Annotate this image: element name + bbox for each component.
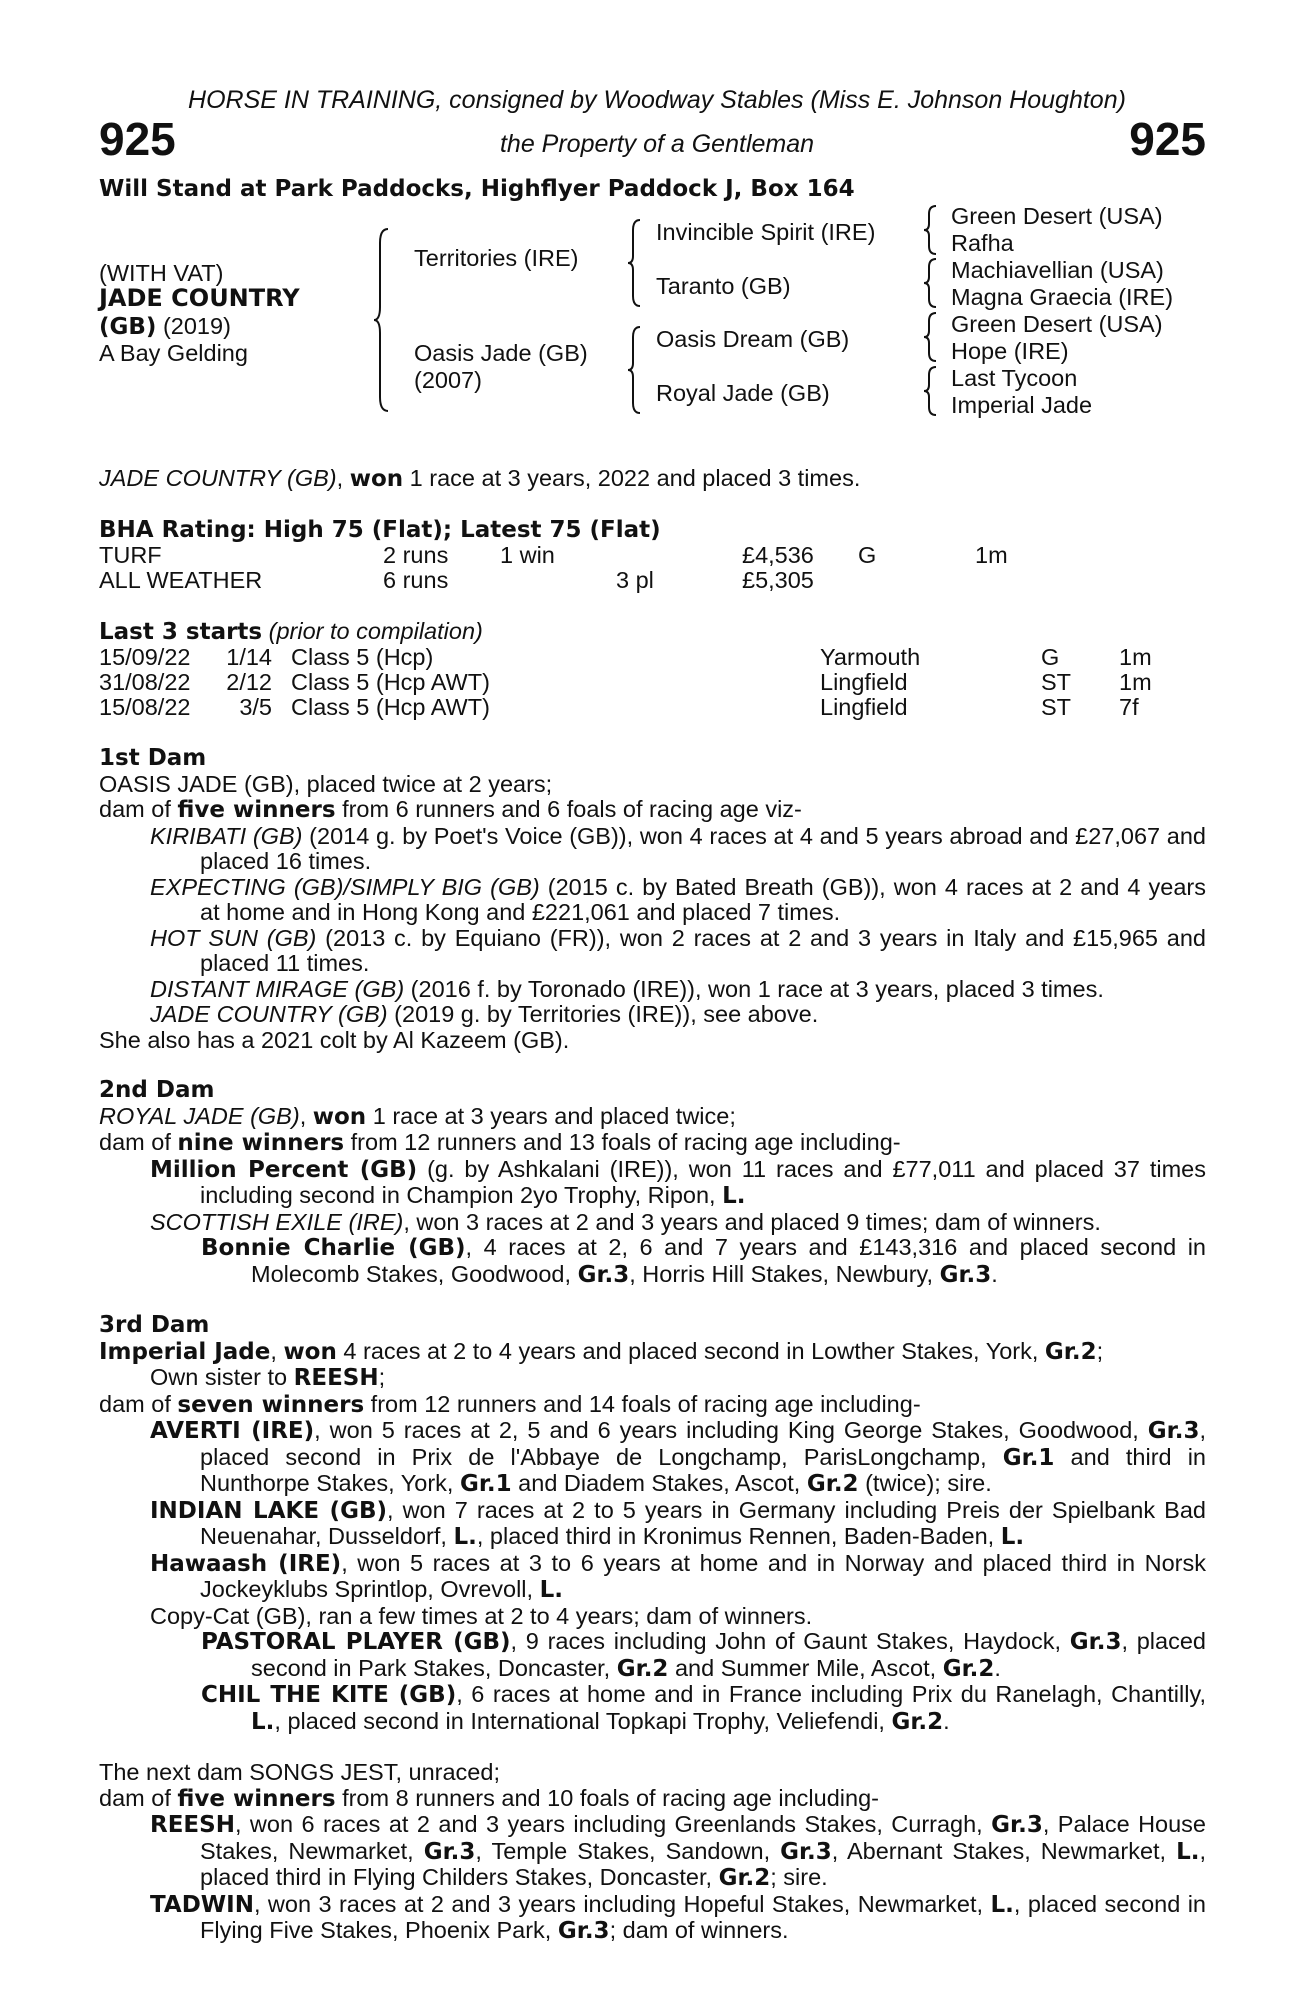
rating-earnings: £5,305 [742,567,814,593]
vat-note: (WITH VAT) [99,260,224,286]
start-position: 1/14 [226,644,272,670]
rating-earnings: £4,536 [742,542,814,568]
produce-averti: AVERTI (IRE), won 5 races at 2, 5 and 6 years including King George Stakes, Goodwood, Gr.3, placed second in Prix de l'Abbaye de Longchamp, ParisLongchamp, Gr.1 and third in Nunthorpe Stakes, York, Gr.1 and Diadem Stakes, Ascot, Gr.2 (twice); sire. [150,1417,1206,1497]
start-distance: 1m [1119,644,1152,670]
lot-number-left: 925 [99,113,176,165]
start-distance: 7f [1119,694,1139,720]
rating-surface: TURF [99,542,162,568]
next-dam-produce: dam of five winners from 8 runners and 10 foals of racing age including- [99,1784,879,1812]
rating-runs: 6 runs [383,567,449,593]
second-dam-heading: 2nd Dam [99,1077,215,1103]
pedigree-gg1: Green Desert (USA) [951,203,1163,229]
third-dam-heading: 3rd Dam [99,1312,210,1338]
produce-million-percent: Million Percent (GB) (g. by Ashkalani (IRE)), won 11 races and £77,011 and placed 37 times including second in Champion 2yo Trophy, Ripon, L. [150,1155,1206,1209]
produce-indian-lake: INDIAN LAKE (GB), won 7 races at 2 to 5 years in Germany including Preis der Spielbank Bad Neuenahar, Dusseldorf, L., placed third in Kronimus Rennen, Baden-Baden, L. [150,1496,1206,1550]
start-position: 2/12 [226,669,272,695]
property-line: the Property of a Gentleman [499,130,815,158]
second-dam-produce: dam of nine winners from 12 runners and 13 foals of racing age including- [99,1129,901,1156]
rating-placed: 3 pl [616,567,654,593]
pedigree-sire-sire: Invincible Spirit (IRE) [656,219,876,245]
rating-heading: BHA Rating: High 75 (Flat); Latest 75 (Flat) [99,517,661,543]
pedigree-gg7: Last Tycoon [951,365,1078,391]
pedigree-dam-sire: Oasis Dream (GB) [656,326,850,352]
last-starts-heading: Last 3 starts (prior to compilation) [99,618,483,645]
first-dam-also: She also has a 2021 colt by Al Kazeem (GB). [99,1026,570,1053]
start-course: Yarmouth [820,644,921,670]
first-dam-heading: 1st Dam [99,745,207,771]
race-summary: JADE COUNTRY (GB), won 1 race at 3 years, 2022 and placed 3 times. [99,465,861,492]
brace-generation-1 [374,229,394,411]
produce-chil-the-kite: CHIL THE KITE (GB), 6 races at home and in France including Prix du Ranelagh, Chantilly, L., placed second in International Topkapi Trophy, Veliefendi, Gr.2. [201,1681,1206,1735]
pedigree-gg3: Machiavellian (USA) [951,257,1164,283]
brace-sire-parents [628,220,644,306]
start-course: Lingfield [820,694,908,720]
start-date: 15/09/22 [99,644,191,670]
start-distance: 1m [1119,669,1152,695]
family-details [99,746,1206,1945]
next-dam-line: The next dam SONGS JEST, unraced; [99,1759,500,1785]
rating-surface: ALL WEATHER [99,567,263,593]
first-dam-produce: dam of five winners from 6 runners and 6 foals of racing age viz- [99,796,802,823]
pedigree-dam: Oasis Jade (GB) [414,340,588,366]
pedigree-gg6: Hope (IRE) [951,338,1069,364]
pedigree-dam-year: (2007) [414,367,482,393]
start-going: G [1041,644,1060,670]
third-dam-produce: dam of seven winners from 12 runners and 14 foals of racing age including- [99,1390,921,1418]
horse-description: A Bay Gelding [99,340,248,366]
produce-kiribati: KIRIBATI (GB) (2014 g. by Poet's Voice (GB)), won 4 races at 4 and 5 years abroad and £27,067 and placed 16 times. [150,822,1206,874]
rating-runs: 2 runs [383,542,449,568]
own-sister-line: Own sister to REESH; [150,1364,386,1391]
consignment-line: HORSE IN TRAINING, consigned by Woodway Stables (Miss E. Johnson Houghton) [188,86,1126,114]
pedigree-gg2: Rafha [951,230,1014,256]
start-going: ST [1041,669,1072,695]
produce-jade-country: JADE COUNTRY (GB) (2019 g. by Territories (IRE)), see above. [150,1001,819,1027]
start-date: 15/08/22 [99,694,191,720]
start-position: 3/5 [239,694,272,720]
rating-distance: 1m [975,542,1008,568]
pedigree-gg4: Magna Graecia (IRE) [951,284,1174,310]
produce-bonnie-charlie: Bonnie Charlie (GB), 4 races at 2, 6 and 7 years and £143,316 and placed second in Molecomb Stakes, Goodwood, Gr.3, Horris Hill Stakes, Newbury, Gr.3. [201,1234,1206,1288]
pedigree-sire: Territories (IRE) [414,245,579,271]
brace-dam-parents [628,327,644,413]
pedigree-dam-dam: Royal Jade (GB) [656,380,830,406]
start-going: ST [1041,694,1072,720]
produce-tadwin: TADWIN, won 3 races at 2 and 3 years including Hopeful Stakes, Newmarket, L., placed second in Flying Five Stakes, Phoenix Park, Gr.3; dam of winners. [150,1890,1206,1944]
horse-name: JADE COUNTRY [99,284,300,312]
brace-g1 [924,206,940,254]
start-date: 31/08/22 [99,669,191,695]
produce-distant-mirage: DISTANT MIRAGE (GB) (2016 f. by Toronado (IRE)), won 1 race at 3 years, placed 3 times. [150,975,1104,1002]
produce-hawaash: Hawaash (IRE), won 5 races at 3 to 6 years at home and in Norway and placed third in Norsk Jockeyklubs Sprintlop, Ovrevoll, L. [150,1549,1206,1603]
produce-hot-sun: HOT SUN (GB) (2013 c. by Equiano (FR)), won 2 races at 2 and 3 years in Italy and £15,965 and placed 11 times. [150,924,1206,976]
rating-wins: 1 win [500,542,555,568]
pedigree-gg5: Green Desert (USA) [951,311,1163,337]
location-line: Will Stand at Park Paddocks, Highflyer Paddock J, Box 164 [99,176,855,202]
second-dam-line: ROYAL JADE (GB), won 1 race at 3 years and placed twice; [99,1102,736,1130]
pedigree-sire-dam: Taranto (GB) [656,273,791,299]
brace-g2 [924,259,940,307]
first-dam-line: OASIS JADE (GB), placed twice at 2 years; [99,770,553,797]
produce-scottish-exile: SCOTTISH EXILE (IRE), won 3 races at 2 and 3 years and placed 9 times; dam of winners. [150,1208,1101,1235]
rating-going: G [858,542,877,568]
pedigree-gg8: Imperial Jade [951,392,1093,418]
produce-copy-cat: Copy-Cat (GB), ran a few times at 2 to 4 years; dam of winners. [150,1602,813,1629]
produce-expecting: EXPECTING (GB)/SIMPLY BIG (GB) (2015 c. by Bated Breath (GB)), won 4 races at 2 and 4 years at home and in Hong Kong and £221,061 and placed 7 times. [150,873,1206,925]
start-race: Class 5 (Hcp AWT) [291,694,490,720]
third-dam-line: Imperial Jade, won 4 races at 2 to 4 years and placed second in Lowther Stakes, York, Gr.2; [99,1337,1104,1365]
brace-g3 [924,313,940,361]
produce-reesh: REESH, won 6 races at 2 and 3 years including Greenlands Stakes, Curragh, Gr.3, Palace House Stakes, Newmarket, Gr.3, Temple Stakes, Sandown, Gr.3, Abernant Stakes, Newmarket, L., placed third in Flying Childers Stakes, Doncaster, Gr.2; sire. [150,1811,1206,1891]
start-course: Lingfield [820,669,908,695]
lot-number-right: 925 [1129,113,1206,165]
produce-pastoral-player: PASTORAL PLAYER (GB), 9 races including John of Gaunt Stakes, Haydock, Gr.3, placed second in Park Stakes, Doncaster, Gr.2 and Summer Mile, Ascot, Gr.2. [201,1628,1206,1682]
start-race: Class 5 (Hcp AWT) [291,669,490,695]
brace-g4 [924,367,940,415]
start-race: Class 5 (Hcp) [291,644,434,670]
horse-suffix-year: (GB) (2019) [99,313,231,340]
